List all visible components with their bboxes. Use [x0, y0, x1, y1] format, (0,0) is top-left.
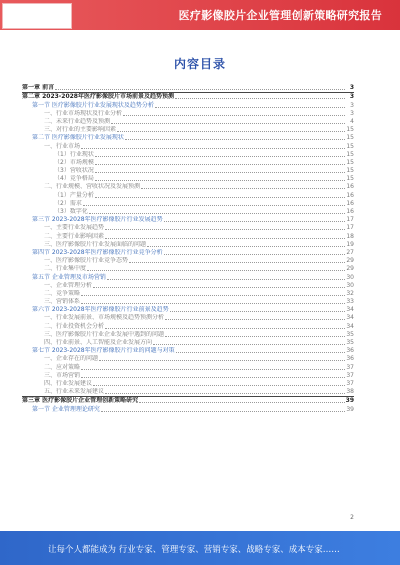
toc-entry[interactable]	[22, 92, 354, 101]
toc-entry-label: （3）数字化	[54, 208, 88, 215]
toc-leader-dots	[99, 359, 345, 361]
toc-entry[interactable]	[22, 241, 354, 249]
toc-entry[interactable]	[22, 388, 354, 396]
toc-entry[interactable]	[22, 175, 354, 183]
toc-leader-dots	[81, 302, 345, 304]
toc-entry-label: 二、行业投资机会分析	[44, 322, 105, 330]
toc-leader-dots	[95, 155, 345, 157]
toc-entry-label: 二、行业规模、营收状况及发展预测	[44, 183, 141, 191]
toc-leader-dots	[81, 368, 345, 370]
toc-entry-label: 一、行业市场现状及行业分析	[44, 109, 123, 117]
toc-leader-dots	[139, 401, 345, 403]
toc-entry-page: 38	[346, 388, 354, 396]
toc-leader-dots	[105, 237, 345, 239]
toc-entry-page: 4	[350, 117, 354, 125]
toc-entry-page: 16	[346, 191, 354, 199]
toc-entry[interactable]	[22, 224, 354, 232]
toc-entry-page: 29	[346, 257, 354, 265]
toc-entry-page: 15	[346, 142, 354, 150]
toc-entry-page: 32	[346, 289, 354, 297]
toc-entry[interactable]	[22, 380, 354, 388]
toc-entry-page: 30	[346, 281, 354, 289]
toc-entry-label: 第三章 医疗影像胶片企业管理创新策略研究	[22, 397, 139, 405]
toc-leader-dots	[93, 286, 345, 288]
toc-leader-dots	[165, 335, 345, 337]
toc-entry[interactable]	[22, 282, 354, 290]
toc-leader-dots	[164, 253, 345, 255]
toc-entry-label: 四、行业发展建议	[44, 379, 93, 387]
toc-leader-dots	[155, 106, 345, 108]
footer-slogan: 让每个人都能成为 行业专家、管理专家、营销专家、战略专家、成本专家……	[48, 545, 340, 555]
toc-entry-label: 五、行业未来发展建议	[44, 388, 105, 396]
toc-entry-page: 17	[346, 216, 354, 224]
toc-entry[interactable]	[22, 363, 354, 371]
toc-leader-dots	[81, 294, 345, 296]
toc-entry[interactable]	[22, 314, 354, 322]
toc-entry-page: 35	[346, 339, 354, 346]
toc-entry-page: 29	[346, 265, 354, 273]
toc-entry-page: 3	[350, 109, 354, 117]
toc-leader-dots	[164, 220, 345, 222]
toc-entry-label: 一、主要行业发展趋势	[44, 224, 105, 232]
toc-entry-label: （3）营收状况	[54, 167, 94, 175]
toc-entry-page: 16	[346, 199, 354, 207]
toc-entry-label: （2）需求	[54, 199, 82, 207]
toc-entry-page: 3	[349, 84, 354, 92]
toc-entry[interactable]	[22, 355, 354, 363]
toc-entry-label: 四、行业前景、人工智能及企业发展方向	[44, 339, 153, 346]
toc-entry-page: 15	[346, 134, 354, 142]
report-title: 医疗影像胶片企业管理创新策略研究报告	[178, 9, 382, 22]
toc-leader-dots	[81, 147, 345, 149]
toc-entry-label: 一、医疗影像胶片行业竞争态势	[44, 257, 129, 265]
toc-entry-page: 3	[350, 101, 354, 109]
toc-entry-label: 二、未来行业趋势及预测	[44, 117, 111, 125]
toc-entry-page: 30	[346, 273, 354, 281]
toc-entry-page: 19	[346, 240, 354, 248]
toc-leader-dots	[81, 376, 345, 378]
toc-leader-dots	[123, 114, 345, 116]
toc-entry-label: 第二章 2023-2028年医疗影像胶片市场前景及趋势预测	[22, 93, 174, 101]
toc-entry[interactable]	[22, 331, 354, 339]
toc-entry-label: 第六节 2023-2028年医疗影像胶片行业前景及趋势	[32, 306, 169, 314]
toc-entry[interactable]	[22, 84, 354, 92]
toc-entry[interactable]	[22, 273, 354, 281]
toc-entry[interactable]	[22, 347, 354, 355]
toc-entry-page: 15	[346, 126, 354, 134]
toc-entry[interactable]	[22, 232, 354, 240]
toc-entry-page: 18	[346, 232, 354, 240]
toc-entry-page: 33	[346, 298, 354, 306]
toc-entry-label: 二、竞争策略	[44, 289, 81, 297]
toc-entry[interactable]	[22, 159, 354, 167]
toc-entry-label: （1）产量分析	[54, 191, 94, 199]
toc-entry[interactable]	[22, 208, 354, 216]
toc-entry[interactable]	[22, 200, 354, 208]
toc-entry[interactable]	[22, 142, 354, 150]
toc-entry[interactable]	[22, 298, 354, 306]
toc-entry[interactable]	[22, 110, 354, 118]
toc-entry[interactable]	[22, 396, 354, 405]
toc-leader-dots	[95, 179, 345, 181]
toc-entry[interactable]	[22, 191, 354, 199]
toc-entry-label: 第五节 企业管理及市场营销	[32, 273, 106, 281]
toc-entry[interactable]	[22, 339, 354, 347]
toc-entry-label: 三、对行业的主要影响因素	[44, 126, 117, 134]
toc-entry[interactable]	[22, 372, 354, 380]
toc-entry[interactable]	[22, 306, 354, 314]
toc-entry[interactable]	[22, 101, 354, 109]
toc-entry-page: 17	[346, 224, 354, 232]
toc-entry-page: 35	[346, 330, 354, 338]
toc-entry[interactable]	[22, 216, 354, 224]
toc-entry[interactable]	[22, 405, 354, 413]
toc-entry[interactable]	[22, 126, 354, 134]
toc-entry-label: 第一章 前言	[22, 84, 55, 92]
toc-entry[interactable]	[22, 151, 354, 159]
toc-entry-label: 第三节 2023-2028年医疗影像胶片行业发展趋势	[32, 216, 163, 224]
toc-entry-label: 第二节 医疗影像胶片行业发展现状	[32, 134, 124, 142]
toc-entry-page: 3	[349, 93, 354, 101]
toc-entry-label: 三、市场营销	[44, 371, 81, 379]
table-of-contents	[22, 84, 354, 414]
toc-entry-page: 39	[345, 397, 354, 405]
toc-leader-dots	[147, 245, 345, 247]
toc-entry-label: 一、行业发展前景、市场规模及趋势预测分析	[44, 314, 165, 322]
toc-entry-label: 第一节 医疗影像胶片行业发展现状及趋势分析	[32, 101, 154, 109]
toc-leader-dots	[165, 318, 345, 320]
toc-entry-label: 一、行业市场	[44, 142, 81, 150]
report-footer	[0, 531, 400, 565]
toc-entry-page: 36	[346, 347, 354, 355]
toc-leader-dots	[175, 97, 345, 99]
toc-entry-label: 第七节 2023-2028年医疗影像胶片行业的问题与对策	[32, 347, 175, 355]
toc-leader-dots	[129, 261, 345, 263]
toc-leader-dots	[153, 343, 345, 345]
toc-entry-label: （1）行业现状	[54, 150, 94, 158]
toc-entry-label: 二、主要行业影响因素	[44, 232, 105, 240]
toc-leader-dots	[105, 228, 345, 230]
toc-leader-dots	[107, 278, 345, 280]
toc-entry[interactable]	[22, 183, 354, 191]
toc-leader-dots	[101, 410, 345, 412]
toc-leader-dots	[55, 88, 345, 90]
toc-leader-dots	[176, 351, 345, 353]
toc-entry-label: （2）市场规模	[54, 158, 94, 166]
toc-entry-page: 37	[346, 379, 354, 387]
toc-leader-dots	[117, 130, 345, 132]
toc-entry-page: 36	[346, 355, 354, 363]
toc-entry-label: （4）竞争格局	[54, 175, 94, 183]
toc-entry-page: 39	[346, 405, 354, 413]
toc-entry-label: 二、应对策略	[44, 363, 81, 371]
toc-leader-dots	[111, 122, 345, 124]
toc-entry-label: 三、医疗影像胶片行业发展面临的问题	[44, 240, 147, 248]
toc-entry[interactable]	[22, 249, 354, 257]
toc-entry[interactable]	[22, 134, 354, 142]
toc-entry-label: 二、行业集中度	[44, 265, 87, 273]
toc-entry-label: 第四节 2023-2028年医疗影像胶片行业竞争分析	[32, 248, 163, 256]
toc-entry-page: 27	[346, 248, 354, 256]
toc-entry-page: 15	[346, 167, 354, 175]
toc-entry-label: 三、营销体系	[44, 298, 81, 306]
header-logo-box	[2, 3, 72, 29]
toc-leader-dots	[95, 196, 345, 198]
toc-leader-dots	[141, 187, 345, 189]
toc-entry-label: 三、医疗影像胶片行业企业发展中遇到的问题	[44, 330, 165, 338]
toc-leader-dots	[125, 138, 345, 140]
report-header	[0, 0, 400, 30]
toc-entry-page: 37	[346, 371, 354, 379]
toc-entry-page: 34	[346, 322, 354, 330]
toc-leader-dots	[89, 212, 345, 214]
toc-entry-page: 34	[346, 314, 354, 322]
toc-entry-page: 16	[346, 208, 354, 215]
toc-leader-dots	[93, 384, 345, 386]
toc-entry-label: 一、企业管理分析	[44, 281, 93, 289]
toc-entry[interactable]	[22, 167, 354, 175]
toc-entry-label: 第一节 企业管理理论研究	[32, 405, 100, 413]
toc-leader-dots	[105, 327, 345, 329]
page-number: 2	[350, 514, 354, 521]
toc-entry-label: 一、企业存在的问题	[44, 355, 99, 363]
toc-leader-dots	[170, 310, 345, 312]
toc-leader-dots	[87, 269, 345, 271]
toc-entry[interactable]	[22, 118, 354, 126]
toc-leader-dots	[105, 392, 345, 394]
toc-leader-dots	[95, 163, 345, 165]
toc-entry[interactable]	[22, 290, 354, 298]
toc-leader-dots	[83, 204, 345, 206]
toc-entry-page: 37	[346, 363, 354, 371]
toc-leader-dots	[95, 171, 345, 173]
toc-entry-page: 15	[346, 175, 354, 183]
toc-entry-page: 15	[346, 150, 354, 158]
toc-entry[interactable]	[22, 322, 354, 330]
toc-entry-page: 34	[346, 306, 354, 314]
toc-entry[interactable]	[22, 265, 354, 273]
toc-heading: 内容目录	[173, 57, 226, 71]
toc-entry-page: 16	[346, 183, 354, 191]
toc-entry[interactable]	[22, 257, 354, 265]
toc-entry-page: 15	[346, 158, 354, 166]
